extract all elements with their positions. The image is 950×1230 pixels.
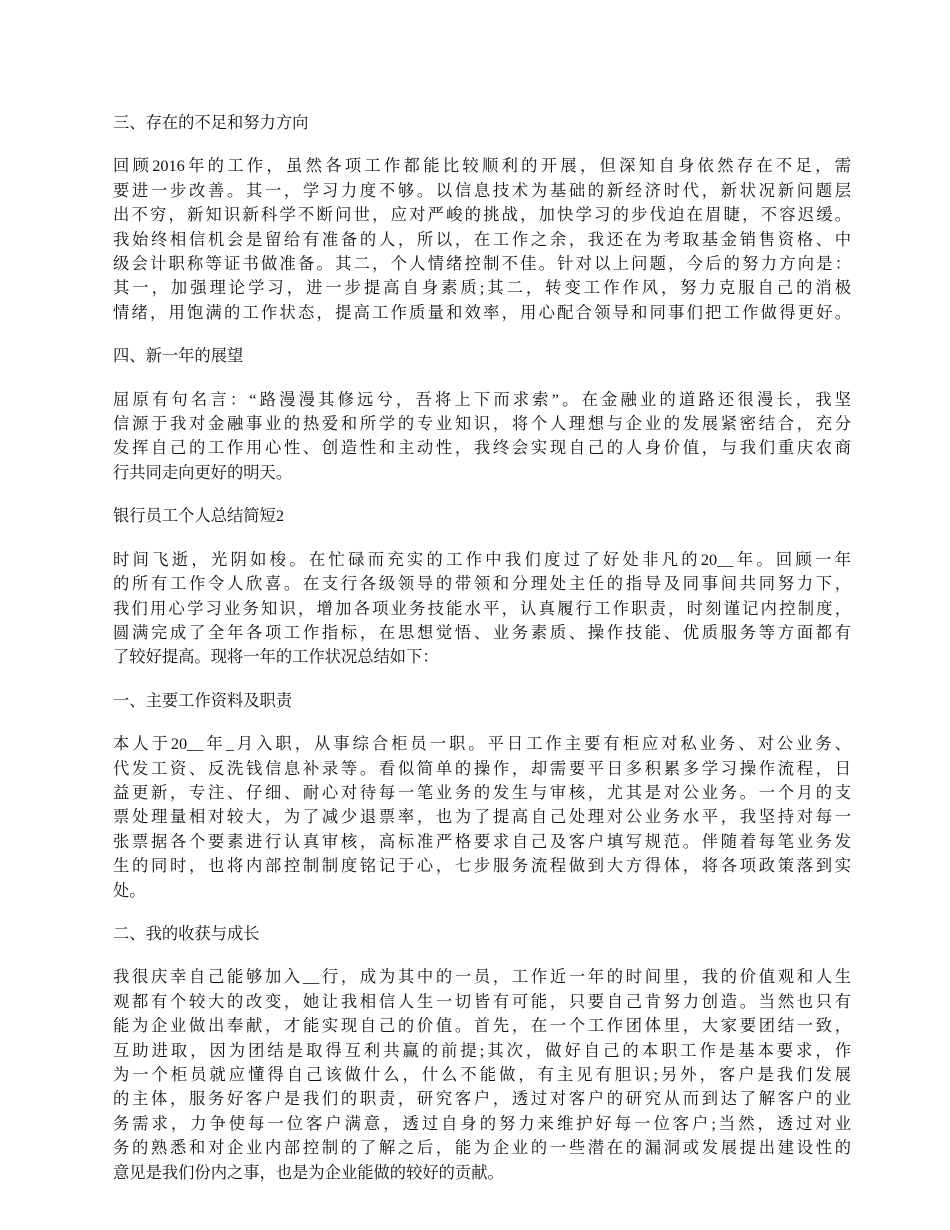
- text-line: 处。: [113, 880, 146, 900]
- text-line: 其一，加强理论学习，进一步提高自身素质;其二，转变工作作风，努力克服自己的消极: [113, 278, 851, 298]
- paragraph-outlook: [113, 388, 851, 486]
- text-line: 要进一步改善。其一，学习力度不够。以信息技术为基础的新经济时代，新状况新问题层: [113, 180, 851, 200]
- text-line: 屈原有句名言：“路漫漫其修远兮，吾将上下而求索”。在金融业的道路还很漫长，我坚: [113, 389, 851, 409]
- text-line: 代发工资、反洗钱信息补录等。看似简单的操作，却需要平日多积累多学习操作流程，日: [113, 758, 851, 778]
- text-line: 回顾2016年的工作，虽然各项工作都能比较顺利的开展，但深知自身依然存在不足，需: [113, 156, 851, 176]
- text-line: 张票据各个要素进行认真审核，高标准严格要求自己及客户填写规范。伴随着每笔业务发: [113, 831, 851, 851]
- section-heading-shortcomings: 三、存在的不足和努力方向: [113, 113, 309, 132]
- section-heading-duties: 一、主要工作资料及职责: [113, 690, 293, 710]
- text-line: 出不穷，新知识新科学不断问世，应对严峻的挑战，加快学习的步伐迫在眉睫，不容迟缓。: [113, 205, 851, 225]
- text-line: 票处理量相对较大，为了减少退票率，也为了提高自己处理对公业务水平，我坚持对每一: [113, 807, 851, 827]
- text-line: 行共同走向更好的明天。: [113, 462, 293, 482]
- text-line: 生的同时，也将内部控制制度铭记于心，七步服务流程做到大方得体，将各项政策落到实: [113, 856, 851, 876]
- text-line: 级会计职称等证书做准备。其二，个人情绪控制不佳。针对以上问题，今后的努力方向是：: [113, 254, 851, 274]
- text-line: 发挥自己的工作用心性、创造性和主动性，我终会实现自己的人身价值，与我们重庆农商: [113, 438, 851, 458]
- text-line: 意见是我们份内之事，也是为企业能做的较好的贡献。: [113, 1162, 504, 1182]
- text-line: 务的熟悉和对企业内部控制的了解之后，能为企业的一些潜在的漏洞或发展提出建设性的: [113, 1138, 851, 1158]
- text-line: 能为企业做出奉献，才能实现自己的价值。首先，在一个工作团体里，大家要团结一致，: [113, 1016, 851, 1036]
- paragraph-summary-2: [113, 548, 851, 670]
- section-heading-growth: 二、我的收获与成长: [113, 923, 260, 943]
- section-heading-outlook: 四、新一年的展望: [113, 346, 244, 366]
- text-line: 本人于20__年_月入职，从事综合柜员一职。平日工作主要有柜应对私业务、对公业务、: [113, 734, 851, 754]
- text-line: 的主体，服务好客户是我们的职责，研究客户，透过对客户的研究从而到达了解客户的业: [113, 1089, 851, 1109]
- text-line: 我们用心学习业务知识，增加各项业务技能水平，认真履行工作职责，时刻谨记内控制度，: [113, 598, 851, 618]
- text-line: 务需求，力争使每一位客户满意，透过自身的努力来维护好每一位客户;当然，透过对业: [113, 1113, 851, 1133]
- text-line: 观都有个较大的改变，她让我相信人生一切皆有可能，只要自己肯努力创造。当然也只有: [113, 991, 851, 1011]
- text-line: 圆满完成了全年各项工作指标，在思想觉悟、业务素质、操作技能、优质服务等方面都有: [113, 622, 851, 642]
- text-line: 我很庆幸自己能够加入__行，成为其中的一员，工作近一年的时间里，我的价值观和人生: [113, 967, 851, 987]
- text-line: 互助进取，因为团结是取得互利共赢的前提;其次，做好自己的本职工作是基本要求，作: [113, 1040, 851, 1060]
- text-line: 情绪，用饱满的工作状态，提高工作质量和效率，用心配合领导和同事们把工作做得更好。: [113, 302, 851, 322]
- text-line: 时间飞逝，光阴如梭。在忙碌而充实的工作中我们度过了好处非凡的20__年。回顾一年: [113, 549, 851, 569]
- document-page: [113, 111, 851, 1204]
- paragraph-growth: [113, 965, 851, 1185]
- text-line: 信源于我对金融事业的热爱和所学的专业知识，将个人理想与企业的发展紧密结合，充分: [113, 414, 851, 434]
- paragraph-duties: [113, 732, 851, 903]
- paragraph-shortcomings: [113, 154, 851, 325]
- section-heading-summary-2: 银行员工个人总结简短2: [113, 506, 284, 526]
- text-line: 为一个柜员就应懂得自己该做什么，什么不能做，有主见有胆识;另外，客户是我们发展: [113, 1065, 851, 1084]
- text-line: 我始终相信机会是留给有准备的人，所以，在工作之余，我还在为考取基金销售资格、中: [113, 229, 851, 249]
- text-line: 益更新，专注、仔细、耐心对待每一笔业务的发生与审核，尤其是对公业务。一个月的支: [113, 782, 851, 802]
- text-line: 的所有工作令人欣喜。在支行各级领导的带领和分理处主任的指导及同事间共同努力下，: [113, 574, 851, 594]
- text-line: 了较好提高。现将一年的工作状况总结如下：: [113, 647, 439, 667]
